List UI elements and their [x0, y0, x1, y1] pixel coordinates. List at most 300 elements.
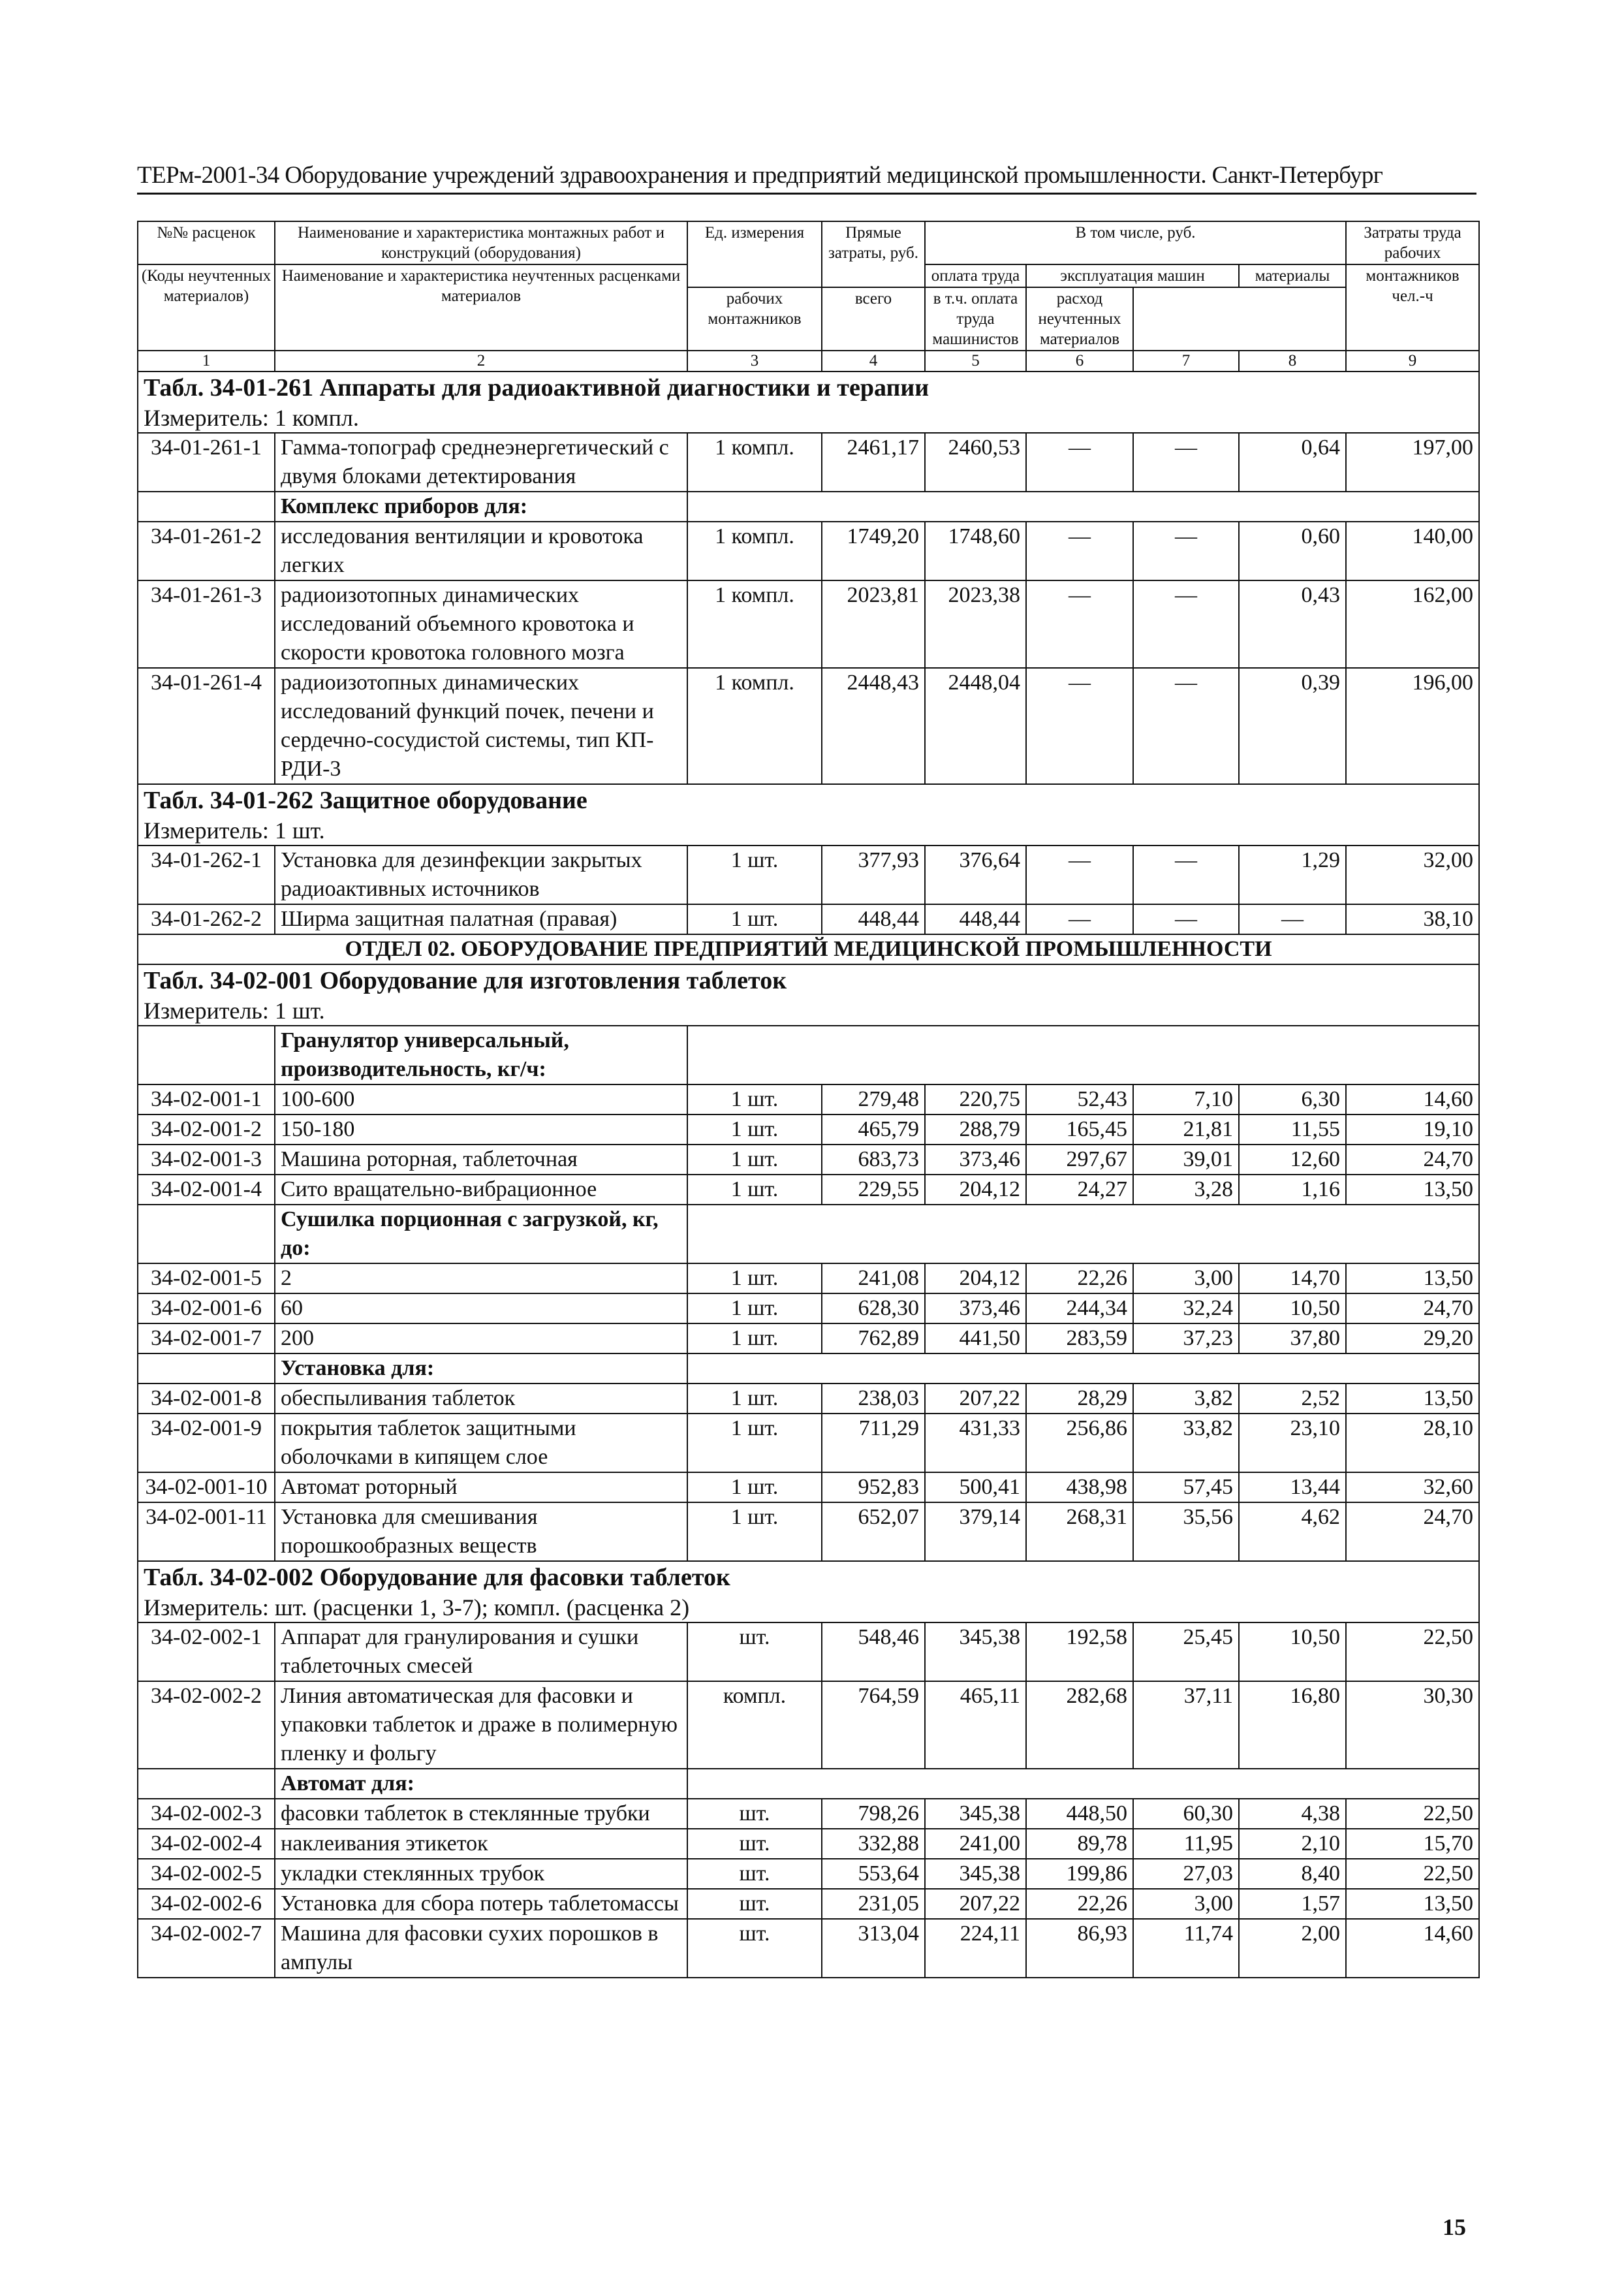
- rate-name: фасовки таблеток в стеклянные трубки: [275, 1799, 687, 1829]
- rate-row: [138, 1084, 1479, 1115]
- rate-unit: компл.: [687, 1681, 822, 1769]
- direct-costs: 952,83: [822, 1472, 925, 1502]
- machine-costs: 52,43: [1026, 1084, 1133, 1115]
- direct-costs: 448,44: [822, 904, 925, 934]
- machinist-wage: 25,45: [1133, 1622, 1239, 1681]
- rate-code: 34-02-002-3: [138, 1799, 275, 1829]
- machinist-wage: —: [1133, 904, 1239, 934]
- machine-costs: 448,50: [1026, 1799, 1133, 1829]
- rate-name: 60: [275, 1293, 687, 1323]
- materials-costs: 4,62: [1239, 1502, 1346, 1561]
- wage-costs: 431,33: [925, 1414, 1026, 1472]
- rate-unit: 1 шт.: [687, 1502, 822, 1561]
- labor-hours: 14,60: [1346, 1084, 1479, 1115]
- rate-code: 34-01-261-1: [138, 433, 275, 492]
- rate-row: [138, 1799, 1479, 1829]
- wage-costs: 224,11: [925, 1919, 1026, 1978]
- materials-costs: 14,70: [1239, 1263, 1346, 1293]
- machine-costs: 283,59: [1026, 1323, 1133, 1353]
- rate-unit: 1 шт.: [687, 904, 822, 934]
- rate-code: 34-02-001-3: [138, 1145, 275, 1175]
- rate-unit: шт.: [687, 1919, 822, 1978]
- labor-hours: 28,10: [1346, 1414, 1479, 1472]
- direct-costs: 238,03: [822, 1384, 925, 1414]
- labor-hours: 140,00: [1346, 522, 1479, 580]
- labor-hours: 13,50: [1346, 1263, 1479, 1293]
- materials-costs: 0,39: [1239, 668, 1346, 784]
- header-col1-bottom: (Коды неучтенных материалов): [138, 264, 275, 351]
- rate-code: 34-01-261-3: [138, 580, 275, 668]
- materials-costs: 4,38: [1239, 1799, 1346, 1829]
- machine-costs: 199,86: [1026, 1859, 1133, 1889]
- direct-costs: 548,46: [822, 1622, 925, 1681]
- rate-unit: 1 шт.: [687, 1115, 822, 1145]
- direct-costs: 231,05: [822, 1889, 925, 1919]
- rate-row: [138, 1145, 1479, 1175]
- rate-name: Ширма защитная палатная (правая): [275, 904, 687, 934]
- rate-name: Аппарат для гранулирования и сушки таблеточных смесей: [275, 1622, 687, 1681]
- group-row: [138, 1026, 1479, 1084]
- materials-costs: 2,10: [1239, 1829, 1346, 1859]
- group-empty-cell: [687, 492, 1479, 522]
- rate-name: Сито вращательно-вибрационное: [275, 1175, 687, 1205]
- rate-row: [138, 1115, 1479, 1145]
- rate-name: укладки стеклянных трубок: [275, 1859, 687, 1889]
- machine-costs: 89,78: [1026, 1829, 1133, 1859]
- column-number: 3: [687, 351, 822, 372]
- rate-row: [138, 1323, 1479, 1353]
- materials-costs: 6,30: [1239, 1084, 1346, 1115]
- machine-costs: 256,86: [1026, 1414, 1133, 1472]
- rate-code: 34-02-001-4: [138, 1175, 275, 1205]
- wage-costs: 373,46: [925, 1145, 1026, 1175]
- machinist-wage: 32,24: [1133, 1293, 1239, 1323]
- direct-costs: 2448,43: [822, 668, 925, 784]
- labor-hours: 30,30: [1346, 1681, 1479, 1769]
- labor-hours: 22,50: [1346, 1859, 1479, 1889]
- header-labor-top: Затраты труда рабочих: [1346, 221, 1479, 264]
- rate-row: [138, 1681, 1479, 1769]
- header-col4: Прямые затраты, руб.: [822, 221, 925, 287]
- rate-code: 34-02-001-5: [138, 1263, 275, 1293]
- rate-row: [138, 1889, 1479, 1919]
- rate-row: [138, 904, 1479, 934]
- machinist-wage: 33,82: [1133, 1414, 1239, 1472]
- column-number: 9: [1346, 351, 1479, 372]
- code-cell: [138, 1026, 275, 1084]
- materials-costs: 0,60: [1239, 522, 1346, 580]
- machine-costs: 165,45: [1026, 1115, 1133, 1145]
- rate-row: [138, 1384, 1479, 1414]
- labor-hours: 38,10: [1346, 904, 1479, 934]
- labor-hours: 24,70: [1346, 1502, 1479, 1561]
- materials-costs: 13,44: [1239, 1472, 1346, 1502]
- group-empty-cell: [687, 1205, 1479, 1263]
- header-wage-bottom: рабочих монтажников: [687, 287, 822, 351]
- group-title: Гранулятор универсальный, производительность, кг/ч:: [281, 1028, 569, 1081]
- direct-costs: 241,08: [822, 1263, 925, 1293]
- direct-costs: 764,59: [822, 1681, 925, 1769]
- header-wage-top: оплата труда: [925, 264, 1026, 287]
- rate-row: [138, 1414, 1479, 1472]
- rate-unit: 1 компл.: [687, 580, 822, 668]
- rate-name: радиоизотопных динамических исследований объемного кровотока и скорости кровотока головного мозга: [275, 580, 687, 668]
- code-cell: [138, 1769, 275, 1799]
- column-number: 6: [1026, 351, 1133, 372]
- rate-name: исследования вентиляции и кровотока легких: [275, 522, 687, 580]
- machinist-wage: —: [1133, 433, 1239, 492]
- direct-costs: 377,93: [822, 846, 925, 904]
- rate-unit: 1 шт.: [687, 846, 822, 904]
- machinist-wage: 37,11: [1133, 1681, 1239, 1769]
- section-header-cell: [138, 964, 1479, 1026]
- rate-name: Машина для фасовки сухих порошков в ампулы: [275, 1919, 687, 1978]
- group-title: Автомат для:: [281, 1771, 414, 1795]
- header-exploit: эксплуатация машин: [1026, 264, 1239, 287]
- machinist-wage: 35,56: [1133, 1502, 1239, 1561]
- header-col1-top: №№ расценок: [138, 221, 275, 264]
- group-cell: [275, 1205, 687, 1263]
- machine-costs: —: [1026, 522, 1133, 580]
- rate-code: 34-02-001-6: [138, 1293, 275, 1323]
- direct-costs: 683,73: [822, 1145, 925, 1175]
- machine-costs: 28,29: [1026, 1384, 1133, 1414]
- rate-row: [138, 1293, 1479, 1323]
- table-title: Табл. 34-02-001 Оборудование для изготовления таблеток: [144, 967, 787, 994]
- wage-costs: 2460,53: [925, 433, 1026, 492]
- direct-costs: 2461,17: [822, 433, 925, 492]
- labor-hours: 14,60: [1346, 1919, 1479, 1978]
- rate-name: 150-180: [275, 1115, 687, 1145]
- machinist-wage: —: [1133, 580, 1239, 668]
- labor-hours: 15,70: [1346, 1829, 1479, 1859]
- wage-costs: 441,50: [925, 1323, 1026, 1353]
- column-numbers-row: [138, 351, 1479, 372]
- machinist-wage: —: [1133, 668, 1239, 784]
- header-materials-top: материалы: [1239, 264, 1346, 287]
- rate-code: 34-02-002-1: [138, 1622, 275, 1681]
- section-header-row: [138, 784, 1479, 846]
- rate-name: Установка для смешивания порошкообразных веществ: [275, 1502, 687, 1561]
- header-materials-bottom: расход неучтенных материалов: [1026, 287, 1133, 351]
- machine-costs: —: [1026, 904, 1133, 934]
- rate-name: Гамма-топограф среднеэнергетический с двумя блоками детектирования: [275, 433, 687, 492]
- materials-costs: 11,55: [1239, 1115, 1346, 1145]
- rate-name: Машина роторная, таблеточная: [275, 1145, 687, 1175]
- rate-code: 34-02-001-9: [138, 1414, 275, 1472]
- labor-hours: 22,50: [1346, 1799, 1479, 1829]
- machinist-wage: 27,03: [1133, 1859, 1239, 1889]
- page-number: 15: [1443, 2214, 1466, 2240]
- rates-table: [137, 221, 1480, 1978]
- rate-name: Установка для сбора потерь таблетомассы: [275, 1889, 687, 1919]
- wage-costs: 2448,04: [925, 668, 1026, 784]
- materials-costs: 23,10: [1239, 1414, 1346, 1472]
- machinist-wage: 37,23: [1133, 1323, 1239, 1353]
- group-row: [138, 1205, 1479, 1263]
- wage-costs: 345,38: [925, 1622, 1026, 1681]
- rate-row: [138, 580, 1479, 668]
- rate-name: радиоизотопных динамических исследований функций почек, печени и сердечно-сосудистой системы, тип КП-РДИ-3: [275, 668, 687, 784]
- header-col2-bottom: Наименование и характеристика неучтенных расценками материалов: [275, 264, 687, 351]
- rate-row: [138, 846, 1479, 904]
- rate-unit: 1 шт.: [687, 1414, 822, 1472]
- header-in-total: В том числе, руб.: [925, 221, 1346, 264]
- labor-hours: 13,50: [1346, 1384, 1479, 1414]
- labor-hours: 29,20: [1346, 1323, 1479, 1353]
- table-meter: Измеритель: 1 компл.: [144, 405, 359, 431]
- rate-row: [138, 1502, 1479, 1561]
- column-number: 2: [275, 351, 687, 372]
- rate-row: [138, 1829, 1479, 1859]
- rate-code: 34-02-002-5: [138, 1859, 275, 1889]
- machinist-wage: 57,45: [1133, 1472, 1239, 1502]
- column-number: 4: [822, 351, 925, 372]
- direct-costs: 553,64: [822, 1859, 925, 1889]
- direct-costs: 711,29: [822, 1414, 925, 1472]
- machine-costs: 192,58: [1026, 1622, 1133, 1681]
- labor-hours: 13,50: [1346, 1889, 1479, 1919]
- machinist-wage: —: [1133, 522, 1239, 580]
- machinist-wage: 60,30: [1133, 1799, 1239, 1829]
- rate-code: 34-01-262-2: [138, 904, 275, 934]
- machinist-wage: 3,00: [1133, 1889, 1239, 1919]
- direct-costs: 465,79: [822, 1115, 925, 1145]
- wage-costs: 373,46: [925, 1293, 1026, 1323]
- wage-costs: 448,44: [925, 904, 1026, 934]
- rate-name: покрытия таблеток защитными оболочками в кипящем слое: [275, 1414, 687, 1472]
- materials-costs: 37,80: [1239, 1323, 1346, 1353]
- direct-costs: 628,30: [822, 1293, 925, 1323]
- group-empty-cell: [687, 1769, 1479, 1799]
- materials-costs: 8,40: [1239, 1859, 1346, 1889]
- direct-costs: 332,88: [822, 1829, 925, 1859]
- wage-costs: 207,22: [925, 1889, 1026, 1919]
- rate-code: 34-02-001-10: [138, 1472, 275, 1502]
- table-meter: Измеритель: шт. (расценки 1, 3-7); компл. (расценка 2): [144, 1594, 690, 1621]
- header-row-top: [138, 221, 1479, 264]
- wage-costs: 204,12: [925, 1175, 1026, 1205]
- rate-row: [138, 1919, 1479, 1978]
- table-title: Табл. 34-02-002 Оборудование для фасовки таблеток: [144, 1564, 730, 1591]
- wage-costs: 379,14: [925, 1502, 1026, 1561]
- wage-costs: 2023,38: [925, 580, 1026, 668]
- wage-costs: 1748,60: [925, 522, 1026, 580]
- labor-hours: 32,60: [1346, 1472, 1479, 1502]
- wage-costs: 288,79: [925, 1115, 1026, 1145]
- rate-code: 34-02-001-7: [138, 1323, 275, 1353]
- rate-row: [138, 668, 1479, 784]
- rate-unit: 1 шт.: [687, 1472, 822, 1502]
- rate-unit: шт.: [687, 1622, 822, 1681]
- rate-code: 34-02-002-7: [138, 1919, 275, 1978]
- materials-costs: 1,29: [1239, 846, 1346, 904]
- section-header-cell: [138, 784, 1479, 846]
- materials-costs: 16,80: [1239, 1681, 1346, 1769]
- machine-costs: 297,67: [1026, 1145, 1133, 1175]
- division-title: ОТДЕЛ 02. ОБОРУДОВАНИЕ ПРЕДПРИЯТИЙ МЕДИЦИНСКОЙ ПРОМЫШЛЕННОСТИ: [138, 934, 1479, 964]
- labor-hours: 13,50: [1346, 1175, 1479, 1205]
- column-number: 5: [925, 351, 1026, 372]
- group-row: [138, 492, 1479, 522]
- rate-unit: 1 компл.: [687, 668, 822, 784]
- machinist-wage: 11,95: [1133, 1829, 1239, 1859]
- rate-code: 34-01-261-4: [138, 668, 275, 784]
- header-exploit-total: всего: [822, 287, 925, 351]
- section-header-cell: [138, 372, 1479, 433]
- wage-costs: 220,75: [925, 1084, 1026, 1115]
- rate-unit: 1 шт.: [687, 1384, 822, 1414]
- rate-unit: 1 шт.: [687, 1084, 822, 1115]
- wage-costs: 204,12: [925, 1263, 1026, 1293]
- machinist-wage: 21,81: [1133, 1115, 1239, 1145]
- direct-costs: 279,48: [822, 1084, 925, 1115]
- header-labor-bottom: монтажников чел.-ч: [1346, 264, 1479, 351]
- table-title: Табл. 34-01-261 Аппараты для радиоактивной диагностики и терапии: [144, 374, 929, 402]
- rate-name: наклеивания этикеток: [275, 1829, 687, 1859]
- direct-costs: 2023,81: [822, 580, 925, 668]
- group-empty-cell: [687, 1353, 1479, 1384]
- group-cell: [275, 1353, 687, 1384]
- header-col3: Ед. измерения: [687, 221, 822, 287]
- rate-code: 34-02-002-4: [138, 1829, 275, 1859]
- machine-costs: —: [1026, 433, 1133, 492]
- materials-costs: 2,52: [1239, 1384, 1346, 1414]
- rate-row: [138, 1175, 1479, 1205]
- machine-costs: 24,27: [1026, 1175, 1133, 1205]
- machine-costs: 22,26: [1026, 1889, 1133, 1919]
- wage-costs: 500,41: [925, 1472, 1026, 1502]
- rate-code: 34-02-001-8: [138, 1384, 275, 1414]
- machinist-wage: 11,74: [1133, 1919, 1239, 1978]
- header-col2-top: Наименование и характеристика монтажных работ и конструкций (оборудования): [275, 221, 687, 264]
- direct-costs: 798,26: [822, 1799, 925, 1829]
- rate-code: 34-02-002-2: [138, 1681, 275, 1769]
- rate-row: [138, 1859, 1479, 1889]
- labor-hours: 22,50: [1346, 1622, 1479, 1681]
- column-number: 7: [1133, 351, 1239, 372]
- wage-costs: 241,00: [925, 1829, 1026, 1859]
- labor-hours: 24,70: [1346, 1293, 1479, 1323]
- section-header-row: [138, 1561, 1479, 1622]
- direct-costs: 762,89: [822, 1323, 925, 1353]
- running-head: [137, 160, 1476, 195]
- machine-costs: 282,68: [1026, 1681, 1133, 1769]
- group-empty-cell: [687, 1026, 1479, 1084]
- machine-costs: —: [1026, 668, 1133, 784]
- labor-hours: 162,00: [1346, 580, 1479, 668]
- rate-code: 34-02-001-2: [138, 1115, 275, 1145]
- rate-unit: 1 шт.: [687, 1175, 822, 1205]
- rate-unit: шт.: [687, 1889, 822, 1919]
- labor-hours: 196,00: [1346, 668, 1479, 784]
- machine-costs: 438,98: [1026, 1472, 1133, 1502]
- labor-hours: 24,70: [1346, 1145, 1479, 1175]
- machine-costs: 22,26: [1026, 1263, 1133, 1293]
- section-header-cell: [138, 1561, 1479, 1622]
- rate-name: Линия автоматическая для фасовки и упаковки таблеток и драже в полимерную пленку и фольгу: [275, 1681, 687, 1769]
- header-exploit-wage: в т.ч. оплата труда машинистов: [925, 287, 1026, 351]
- labor-hours: 19,10: [1346, 1115, 1479, 1145]
- rate-unit: шт.: [687, 1859, 822, 1889]
- division-row: [138, 934, 1479, 964]
- materials-costs: 2,00: [1239, 1919, 1346, 1978]
- rate-code: 34-01-262-1: [138, 846, 275, 904]
- rate-name: 2: [275, 1263, 687, 1293]
- machinist-wage: 39,01: [1133, 1145, 1239, 1175]
- rate-name: Автомат роторный: [275, 1472, 687, 1502]
- machinist-wage: 7,10: [1133, 1084, 1239, 1115]
- rate-unit: 1 компл.: [687, 522, 822, 580]
- rate-name: 200: [275, 1323, 687, 1353]
- table-meter: Измеритель: 1 шт.: [144, 817, 325, 844]
- wage-costs: 345,38: [925, 1799, 1026, 1829]
- table-title: Табл. 34-01-262 Защитное оборудование: [144, 787, 587, 814]
- wage-costs: 345,38: [925, 1859, 1026, 1889]
- group-title: Комплекс приборов для:: [281, 494, 528, 518]
- materials-costs: 0,43: [1239, 580, 1346, 668]
- rate-unit: 1 шт.: [687, 1263, 822, 1293]
- rate-row: [138, 1263, 1479, 1293]
- rate-name: обеспыливания таблеток: [275, 1384, 687, 1414]
- materials-costs: 0,64: [1239, 433, 1346, 492]
- group-title: Сушилка порционная с загрузкой, кг, до:: [281, 1207, 659, 1260]
- machinist-wage: 3,82: [1133, 1384, 1239, 1414]
- rate-row: [138, 522, 1479, 580]
- column-number: 8: [1239, 351, 1346, 372]
- wage-costs: 465,11: [925, 1681, 1026, 1769]
- materials-costs: 1,16: [1239, 1175, 1346, 1205]
- code-cell: [138, 1205, 275, 1263]
- materials-costs: 10,50: [1239, 1622, 1346, 1681]
- rate-unit: шт.: [687, 1799, 822, 1829]
- direct-costs: 652,07: [822, 1502, 925, 1561]
- group-cell: [275, 492, 687, 522]
- column-number: 1: [138, 351, 275, 372]
- rate-row: [138, 1622, 1479, 1681]
- rate-row: [138, 433, 1479, 492]
- group-cell: [275, 1026, 687, 1084]
- wage-costs: 376,64: [925, 846, 1026, 904]
- direct-costs: 313,04: [822, 1919, 925, 1978]
- machinist-wage: —: [1133, 846, 1239, 904]
- section-header-row: [138, 372, 1479, 433]
- section-header-row: [138, 964, 1479, 1026]
- direct-costs: 1749,20: [822, 522, 925, 580]
- rate-unit: 1 шт.: [687, 1293, 822, 1323]
- labor-hours: 197,00: [1346, 433, 1479, 492]
- rate-unit: 1 шт.: [687, 1323, 822, 1353]
- running-head-text: ТЕРм-2001-34 Оборудование учреждений здравоохранения и предприятий медицинской промышленности. Санкт-Петербург: [137, 162, 1383, 189]
- table-meter: Измеритель: 1 шт.: [144, 998, 325, 1024]
- wage-costs: 207,22: [925, 1384, 1026, 1414]
- rate-unit: 1 компл.: [687, 433, 822, 492]
- machinist-wage: 3,28: [1133, 1175, 1239, 1205]
- rate-unit: 1 шт.: [687, 1145, 822, 1175]
- machine-costs: 244,34: [1026, 1293, 1133, 1323]
- rate-row: [138, 1472, 1479, 1502]
- materials-costs: —: [1239, 904, 1346, 934]
- rate-name: 100-600: [275, 1084, 687, 1115]
- machine-costs: 86,93: [1026, 1919, 1133, 1978]
- rate-code: 34-02-001-1: [138, 1084, 275, 1115]
- group-row: [138, 1353, 1479, 1384]
- machine-costs: 268,31: [1026, 1502, 1133, 1561]
- machine-costs: —: [1026, 580, 1133, 668]
- materials-costs: 10,50: [1239, 1293, 1346, 1323]
- rate-code: 34-02-002-6: [138, 1889, 275, 1919]
- materials-costs: 12,60: [1239, 1145, 1346, 1175]
